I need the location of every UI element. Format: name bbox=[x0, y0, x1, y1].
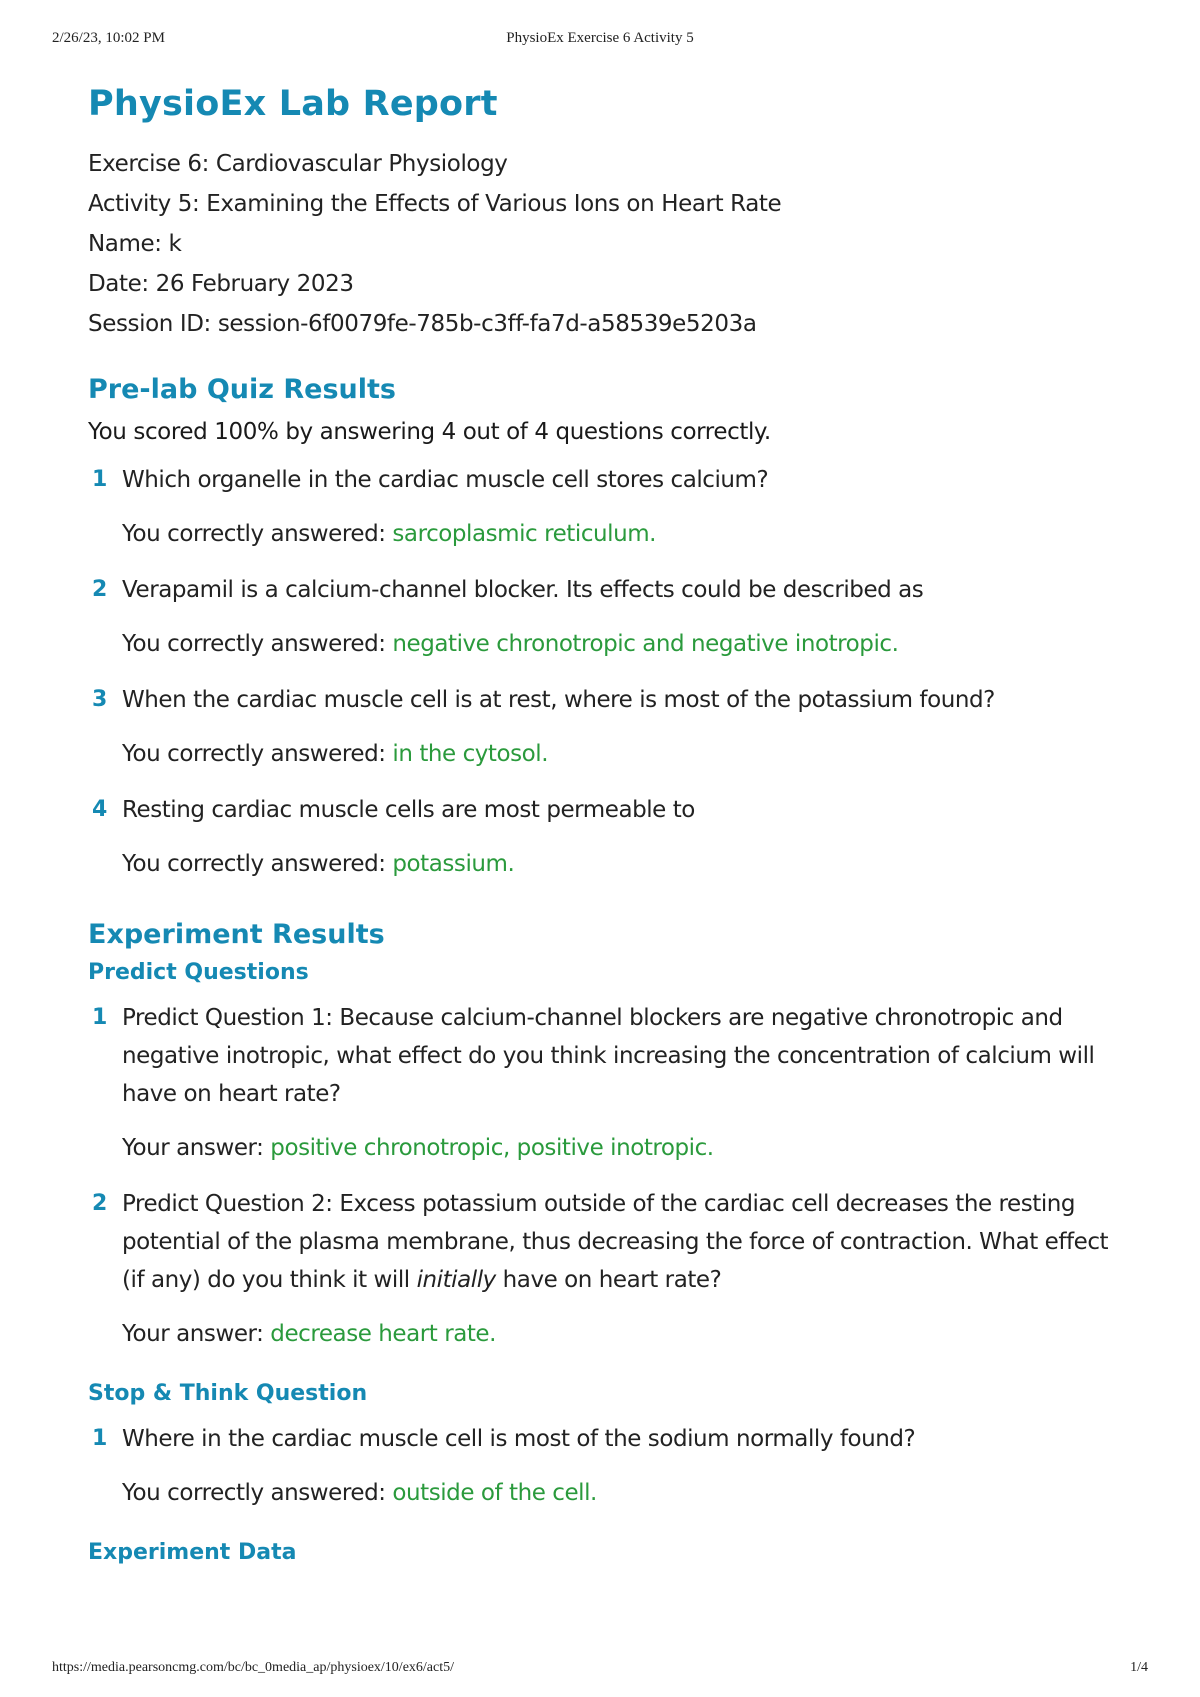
prelab-question bbox=[88, 571, 1128, 669]
predict-heading: Predict Questions bbox=[88, 960, 309, 985]
answer-prefix: You correctly answered: bbox=[122, 631, 393, 657]
question-number: 3 bbox=[92, 687, 108, 712]
question-text: Verapamil is a calcium-channel blocker. Its effects could be described as bbox=[122, 577, 924, 603]
answer-value: in the cytosol. bbox=[392, 741, 549, 767]
question-number: 1 bbox=[92, 1005, 108, 1030]
report-title: PhysioEx Lab Report bbox=[88, 84, 498, 124]
question-number: 2 bbox=[92, 577, 108, 602]
session-line: Session ID: session-6f0079fe-785b-c3ff-fa7d-a58539e5203a bbox=[88, 311, 757, 337]
print-url: https://media.pearsoncmg.com/bc/bc_0media_ap/physioex/10/ex6/act5/ bbox=[52, 1660, 455, 1675]
report-content bbox=[88, 84, 1128, 1579]
print-doc-title: PhysioEx Exercise 6 Activity 5 bbox=[506, 30, 694, 46]
predict-question bbox=[88, 1185, 1128, 1359]
print-datetime: 2/26/23, 10:02 PM bbox=[52, 30, 165, 46]
stop-think-heading: Stop & Think Question bbox=[88, 1381, 368, 1406]
question-answer bbox=[122, 1315, 1128, 1353]
answer-value: sarcoplasmic reticulum. bbox=[392, 521, 657, 547]
answer-prefix: You correctly answered: bbox=[122, 521, 393, 547]
question-number: 4 bbox=[92, 797, 108, 822]
question-text: Predict Question 1: Because calcium-channel blockers are negative chronotropic and negative inotropic, what effect do you think increasing the concentration of calcium will have on heart rate? bbox=[122, 1005, 1095, 1107]
activity-line: Activity 5: Examining the Effects of Various Ions on Heart Rate bbox=[88, 191, 782, 217]
question-text: Which organelle in the cardiac muscle cell stores calcium? bbox=[122, 467, 769, 493]
answer-value: outside of the cell. bbox=[392, 1480, 597, 1506]
answer-prefix: You correctly answered: bbox=[122, 1480, 393, 1506]
answer-value: positive chronotropic, positive inotropic. bbox=[270, 1135, 714, 1161]
question-answer bbox=[122, 515, 1128, 553]
prelab-question bbox=[88, 681, 1128, 779]
experiment-heading: Experiment Results bbox=[88, 919, 385, 950]
question-text: Where in the cardiac muscle cell is most of the sodium normally found? bbox=[122, 1426, 916, 1452]
answer-value: potassium. bbox=[392, 851, 515, 877]
stop-think-question bbox=[88, 1420, 1128, 1518]
question-answer bbox=[122, 1474, 1128, 1512]
question-text-part: have on heart rate? bbox=[495, 1267, 722, 1293]
answer-prefix: Your answer: bbox=[122, 1321, 271, 1347]
print-page-number: 1/4 bbox=[1130, 1660, 1148, 1675]
question-answer bbox=[122, 1129, 1128, 1167]
question-answer bbox=[122, 625, 1128, 663]
question-text: When the cardiac muscle cell is at rest, where is most of the potassium found? bbox=[122, 687, 995, 713]
question-number: 1 bbox=[92, 1426, 108, 1451]
prelab-heading: Pre-lab Quiz Results bbox=[88, 374, 396, 405]
answer-value: negative chronotropic and negative inotropic. bbox=[392, 631, 899, 657]
answer-prefix: Your answer: bbox=[122, 1135, 271, 1161]
name-line: Name: k bbox=[88, 231, 182, 257]
question-text: Resting cardiac muscle cells are most permeable to bbox=[122, 797, 695, 823]
question-answer bbox=[122, 845, 1128, 883]
question-text bbox=[122, 1185, 1128, 1299]
answer-value: decrease heart rate. bbox=[270, 1321, 496, 1347]
prelab-question bbox=[88, 791, 1128, 889]
question-number: 2 bbox=[92, 1191, 108, 1216]
exercise-line: Exercise 6: Cardiovascular Physiology bbox=[88, 151, 508, 177]
answer-prefix: You correctly answered: bbox=[122, 851, 393, 877]
question-text-emphasis: initially bbox=[416, 1267, 496, 1293]
answer-prefix: You correctly answered: bbox=[122, 741, 393, 767]
predict-question bbox=[88, 999, 1128, 1173]
question-text-part: Predict Question 2: Excess potassium outside of the cardiac cell decreases the resting potential of the plasma membrane, thus decreasing the force of contraction. What effect (if any) do you think it will bbox=[122, 1191, 1109, 1293]
date-line: Date: 26 February 2023 bbox=[88, 271, 354, 297]
prelab-question bbox=[88, 461, 1128, 559]
prelab-score: You scored 100% by answering 4 out of 4 questions correctly. bbox=[88, 419, 771, 445]
question-answer bbox=[122, 735, 1128, 773]
experiment-data-heading: Experiment Data bbox=[88, 1540, 297, 1565]
question-number: 1 bbox=[92, 467, 108, 492]
